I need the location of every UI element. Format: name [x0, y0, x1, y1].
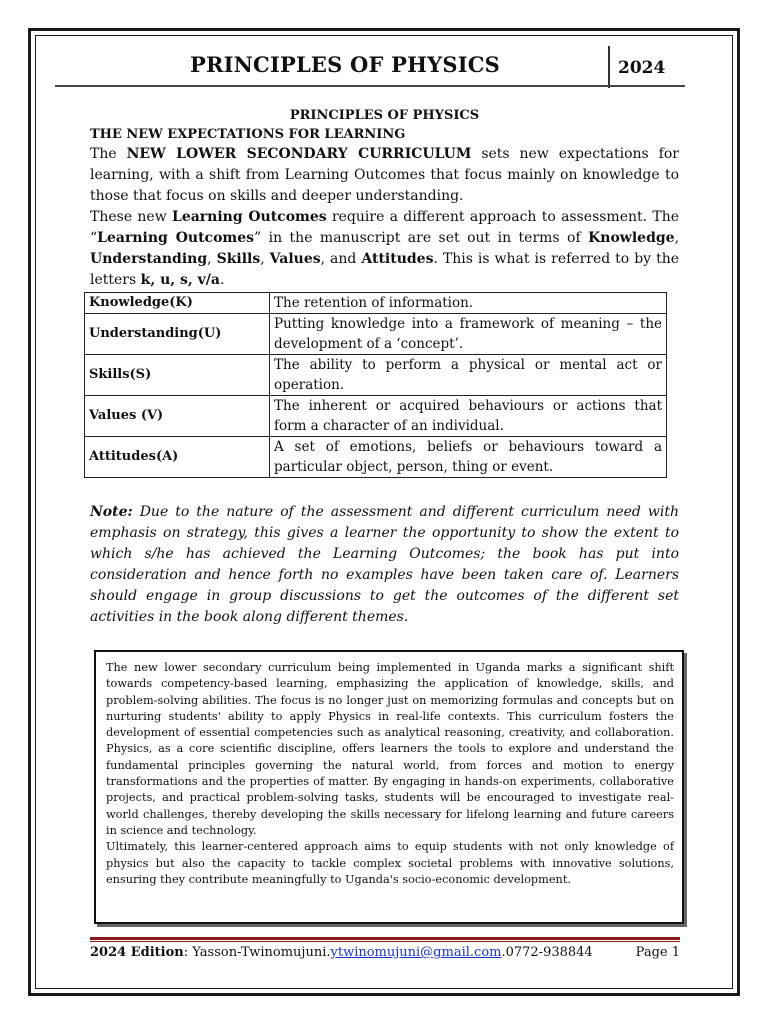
outcomes-table	[84, 292, 667, 478]
note-text: Due to the nature of the assessment and different curriculum need with emphasis on strategy, this gives a learner the opportunity to show the extent to which s/he has achieved the Learning Outcomes; the book has put into consideration and hence forth no examples have been taken care of. Learners should engage in group discussions to get the outcomes of the different set activities in the book along different themes.	[90, 504, 679, 625]
header-separator	[608, 46, 610, 88]
table-definition: The retention of information.	[270, 293, 667, 314]
footer-rule-thin	[90, 941, 680, 942]
page-footer	[90, 944, 680, 962]
text-run: These new	[90, 209, 172, 225]
text-run-bold: NEW LOWER SECONDARY CURRICULUM	[126, 146, 472, 162]
text-run: require a different approach to assessment. The “	[90, 209, 680, 246]
section-subtitle: THE NEW EXPECTATIONS FOR LEARNING	[90, 127, 406, 142]
table-term: Understanding(U)	[85, 314, 270, 355]
paragraph-learning-outcomes	[90, 207, 679, 291]
table-definition: Putting knowledge into a framework of meaning – the development of a ‘concept’.	[270, 314, 667, 355]
text-run: . This is what is referred to by the letters	[90, 251, 679, 288]
paragraph-curriculum	[90, 144, 679, 207]
text-run-bold: Values	[269, 251, 321, 267]
text-run: sets new expectations for learning, with a shift from Learning Outcomes that focus mainly on knowledge to those that focus on skills and deeper understanding.	[90, 146, 679, 204]
page-header	[55, 44, 685, 88]
page-number: Page 1	[635, 945, 680, 960]
footer-colon: :	[183, 945, 193, 960]
text-run: , and	[320, 251, 362, 267]
text-run-bold: Understanding	[90, 251, 208, 267]
summary-text	[106, 660, 674, 888]
text-run-bold: k, u, s, v/a	[140, 272, 220, 288]
summary-paragraph: The new lower secondary curriculum being implemented in Uganda marks a significant shift towards competency-based learning, emphasizing the application of knowledge, skills, and problem-solving abilities. The focus is no longer just on memorizing formulas and concepts but on nurturing students' ability to apply Physics in real-life contexts. This curriculum fosters the development of essential competencies such as analytical reasoning, creativity, and collaboration. Physics, as a core scientific discipline, offers learners the tools to explore and understand the fundamental principles governing the natural world, from forces and motion to energy transformations and the properties of matter. By engaging in hands-on experiments, collaborative projects, and practical problem-solving tasks, students will be encouraged to investigate real-world challenges, thereby developing the skills necessary for lifelong learning and future careers in science and technology.	[106, 661, 674, 837]
header-year: 2024	[618, 58, 666, 78]
table-row	[85, 293, 667, 314]
table-row	[85, 437, 667, 478]
curriculum-summary-box	[94, 650, 684, 924]
table-definition: The inherent or acquired behaviours or actions that form a character of an individual.	[270, 396, 667, 437]
text-run: ,	[207, 251, 217, 267]
note-label: Note:	[90, 504, 133, 520]
section-title: PRINCIPLES OF PHYSICS	[289, 108, 480, 123]
footer-rule	[90, 937, 680, 940]
text-run: The	[90, 146, 127, 162]
table-term: Knowledge(K)	[85, 293, 270, 314]
footer-author: Yasson-Twinomujuni.	[192, 945, 331, 960]
text-run-bold: Skills	[216, 251, 261, 267]
text-run: ,	[260, 251, 270, 267]
table-definition: The ability to perform a physical or mental act or operation.	[270, 355, 667, 396]
text-run: ” in the manuscript are set out in terms of	[254, 230, 589, 246]
footer-email-link[interactable]: ytwinomujuni@gmail.com	[330, 945, 502, 960]
table-row	[85, 355, 667, 396]
main-content	[90, 106, 679, 628]
table-row	[85, 314, 667, 355]
table-term: Attitudes(A)	[85, 437, 270, 478]
text-run-bold: Attitudes	[361, 251, 434, 267]
table-definition: A set of emotions, beliefs or behaviours toward a particular object, person, thing or event.	[270, 437, 667, 478]
summary-paragraph: Ultimately, this learner-centered approach aims to equip students with not only knowledge of physics but also the capacity to tackle complex societal problems with innovative solutions, ensuring they contribute meaningfully to Uganda's socio-economic development.	[106, 840, 674, 886]
header-title: PRINCIPLES OF PHYSICS	[189, 52, 501, 77]
footer-phone: .0772-938844	[501, 945, 593, 960]
footer-edition: 2024 Edition	[90, 945, 184, 960]
header-rule	[55, 85, 685, 87]
text-run: ,	[674, 230, 680, 246]
table-term: Values (V)	[85, 396, 270, 437]
note-paragraph	[90, 502, 679, 628]
text-run: .	[219, 272, 225, 288]
table-term: Skills(S)	[85, 355, 270, 396]
text-run-bold: Knowledge	[588, 230, 675, 246]
table-row	[85, 396, 667, 437]
text-run-bold: Learning Outcomes	[97, 230, 255, 246]
text-run-bold: Learning Outcomes	[171, 209, 327, 225]
